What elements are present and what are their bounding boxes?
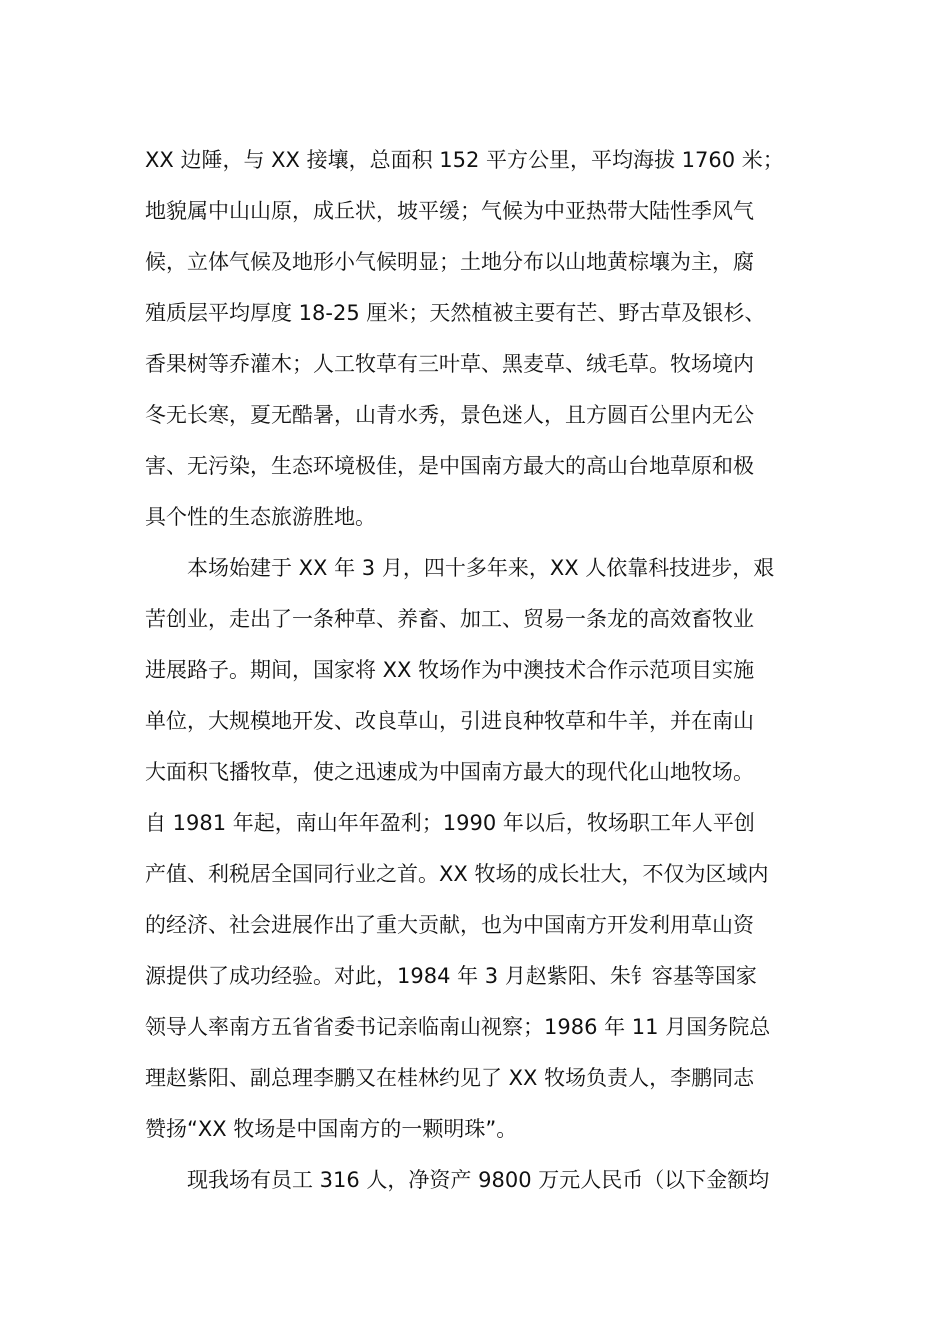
text-line: 冬无长寒，夏无酷暑，山青水秀，景色迷人，且方圆百公里内无公 [145,403,754,427]
text-line: 赞扬“XX 牧场是中国南方的一颗明珠”。 [145,1117,518,1141]
text-line: 候，立体气候及地形小气候明显；土地分布以山地黄棕壤为主，腐 [145,250,754,274]
body-text [145,135,810,1206]
text-line: 自 1981 年起，南山年年盈利；1990 年以后，牧场职工年人平创 [145,811,755,835]
text-line: 领导人率南方五省省委书记亲临南山视察；1986 年 11 月国务院总 [145,1015,771,1039]
text-line: 进展路子。期间，国家将 XX 牧场作为中澳技术合作示范项目实施 [145,658,755,682]
text-line: 殖质层平均厚度 18-25 厘米；天然植被主要有芒、野古草及银杉、 [145,301,766,325]
text-line: 害、无污染，生态环境极佳，是中国南方最大的高山台地草原和极 [145,454,754,478]
text-line: 本场始建于 XX 年 3 月，四十多年来，XX 人依靠科技进步，艰 [145,556,775,580]
text-line: 理赵紫阳、副总理李鹏又在桂林约见了 XX 牧场负责人，李鹏同志 [145,1066,755,1090]
text-line: 的经济、社会进展作出了重大贡献，也为中国南方开发利用草山资 [145,913,754,937]
text-line: 苦创业，走出了一条种草、养畜、加工、贸易一条龙的高效畜牧业 [145,607,754,631]
text-line: 产值、利税居全国同行业之首。XX 牧场的成长壮大，不仅为区域内 [145,862,769,886]
text-line: 香果树等乔灌木；人工牧草有三叶草、黑麦草、绒毛草。牧场境内 [145,352,754,376]
text-line: 源提供了成功经验。对此，1984 年 3 月赵紫阳、朱钅容基等国家 [145,964,757,988]
text-line: 具个性的生态旅游胜地。 [145,505,376,529]
text-line: XX 边陲，与 XX 接壤，总面积 152 平方公里，平均海拔 1760 米； [145,148,784,172]
text-line: 大面积飞播牧草，使之迅速成为中国南方最大的现代化山地牧场。 [145,760,754,784]
text-line: 现我场有员工 316 人，净资产 9800 万元人民币（以下金额均 [145,1168,770,1192]
text-line: 单位，大规模地开发、改良草山，引进良种牧草和牛羊，并在南山 [145,709,754,733]
text-line: 地貌属中山山原，成丘状，坡平缓；气候为中亚热带大陆性季风气 [145,199,754,223]
